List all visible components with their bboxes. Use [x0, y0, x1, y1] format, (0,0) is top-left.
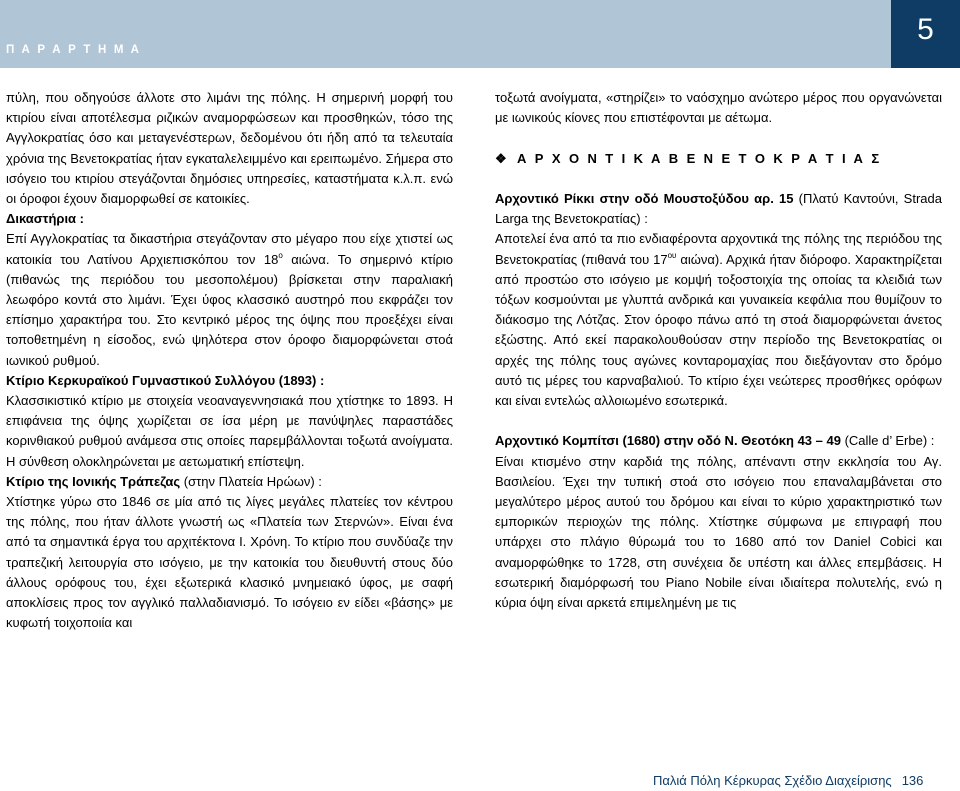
bank-heading-line [6, 472, 453, 492]
section-title: Α Ρ Χ Ο Ν Τ Ι Κ Α Β Ε Ν Ε Τ Ο Κ Ρ Α Τ Ι Α Σ [517, 150, 882, 166]
rikki-heading-line [495, 189, 942, 229]
continued-paragraph: τοξωτά ανοίγματα, «στηρίζει» το ναόσχημο ανώτερο μέρος που οργανώνεται με ιωνικούς κίονες που επιστέφονται με αέτωμα. [495, 90, 942, 126]
kompiti-heading-rest: (Calle d’ Erbe) : [840, 433, 935, 449]
bank-heading: Κτίριο της Ιονικής Τράπεζας [6, 473, 181, 489]
courts-paragraph [6, 229, 453, 370]
courts-superscript: ο [278, 250, 283, 260]
rikki-paragraph [495, 229, 942, 411]
intro-paragraph: πύλη, που οδηγούσε άλλοτε στο λιμάνι της πόλης. Η σημερινή μορφή του κτιρίου είναι αποτέλεσμα ριζικών αναμορφώσεων και προσθηκών, τόσο της Αγγλοκρατίας όσο και μεταγενέστερων, δεδομένου ότι ήδη από τα τελευταία χρόνια της Βενετοκρατίας ήταν εγκαταλελειμμένο και ερειπωμένο. Σήμερα στο ισόγειο του κτιρίου στεγάζονται δημόσιες υπηρεσίες, καταστήματα κ.λ.π. ενώ οι όροφοι έχουν διαμορφωθεί σε κατοικίες. [6, 90, 453, 207]
courts-text-part1: Επί Αγγλοκρατίας τα δικαστήρια στεγάζονταν στο μέγαρο που είχε χτιστεί ως κατοικία του Λατίνου Αρχιεπισκόπου τον 18 [6, 231, 453, 267]
page-footer [653, 773, 923, 788]
rikki-heading: Αρχοντικό Ρίκκι στην οδό Μουστοξύδου αρ. 15 [495, 190, 794, 206]
section-heading [495, 149, 942, 169]
courts-heading: Δικαστήρια : [6, 211, 84, 227]
chapter-number: 5 [917, 13, 934, 46]
gym-paragraph: Κλασσικιστικό κτίριο με στοιχεία νεοαναγεννησιακά που χτίστηκε το 1893. Η επιφάνεια της όψης χωρίζεται σε ίσα μέρη με πανύψηλες παραστάδες κορινθιακού ρυθμού ανάμεσα στις οποίες παρεμβάλλονται τοξωτά ανοίγματα. Η σύνθεση ολοκληρώνεται με αετωματική επίστεψη. [6, 393, 453, 469]
kompiti-heading: Αρχοντικό Κομπίτσι (1680) στην οδό Ν. Θεοτόκη 43 – 49 [495, 433, 841, 449]
diamond-bullet-icon: ❖ [495, 150, 507, 166]
rikki-superscript: ου [667, 250, 677, 260]
bank-heading-rest: (στην Πλατεία Ηρώων) : [180, 473, 322, 489]
chapter-number-box [891, 0, 960, 68]
header-bar [0, 0, 891, 68]
right-column [495, 88, 942, 613]
gym-heading: Κτίριο Κερκυραϊκού Γυμναστικού Συλλόγου (1893) : [6, 372, 325, 388]
rikki-text-part2: αιώνα). Αρχικά ήταν διόροφο. Χαρακτηρίζεται από προστώο στο ισόγειο με κομψή τοξοστοιχία της οποίας τα κλειδιά των τόξων κοσμούνται με γλυπτά ανδρικά και γυναικεία κεφάλια που θυμίζουν το διάκοσμο της Λότζας. Στον όροφο πάνω από τη στοά διαμορφώνεται άνετος εξώστης. Από εκεί παρακολουθούσαν στην περίοδο της Βενετοκρατίας οι αρχές της πόλης τους αγώνες κονταρομαχίας που διεξάγονταν στο δρόμο αυτό τις μέρες του καρναβαλιού. Το κτίριο έχει νεώτερες προσθήκες ορόφων και είναι εντελώς αλλοιωμένο εσωτερικά. [495, 251, 942, 409]
rikki-text-part1: Αποτελεί ένα από τα πιο ενδιαφέροντα αρχοντικά της πόλης της περιόδου της Βενετοκρατίας (πιθανά του 17 [495, 231, 942, 267]
footer-page-number: 136 [901, 773, 924, 788]
left-column [6, 88, 453, 633]
footer-title: Παλιά Πόλη Κέρκυρας Σχέδιο Διαχείρισης [653, 773, 892, 788]
section-header-label: Π Α Ρ Α Ρ Τ Η Μ Α [6, 44, 142, 56]
kompiti-heading-line [495, 431, 942, 451]
kompiti-paragraph: Είναι κτισμένο στην καρδιά της πόλης, απέναντι στην εκκλησία του Αγ. Βασιλείου. Έχει την τυπική στοά στο ισόγειο που επαναλαμβάνεται στο μεγαλύτερο μέρος αυτού του δρόμου και είναι το κύριο χαρακτηριστικό των εμπορικών περιοχών της πόλης. Χτίστηκε σύμφωνα με επιγραφή που υπάρχει στο πλάγιο θύρωμά του το 1680 από τον Daniel Cobici και αναμορφώθηκε το 1728, στη συνέχεια δε υπέστη και άλλες επεμβάσεις. Η εσωτερική διαμόρφωσή του Piano Nobile είναι ιδιαίτερα πολυτελής, ενώ η κύρια όψη είναι αρκετά επιμελημένη με τις [495, 453, 942, 611]
rikki-heading-rest: (Πλατύ Καντούνι, Strada Larga της Βενετοκρατίας) : [495, 190, 942, 227]
courts-text-part2: αιώνα. Το σημερινό κτίριο (πιθανώς της περιόδου του μεσοπολέμου) βρίσκεται στην παραλιακή λεωφόρο κοντά στο λιμάνι. Έχει ύφος κλασσικό αυστηρό που εκφράζει τον επίσημο χαρακτήρα του. Στο κεντρικό μέρος της όψης που προεξέχει είναι τοποθετημένη η είσοδος, ενώ ψηλότερα στον όροφο διαμορφώνεται στοά ιωνικού ρυθμού. [6, 251, 453, 368]
bank-paragraph: Χτίστηκε γύρω στο 1846 σε μία από τις λίγες μεγάλες πλατείες τον κέντρου της πόλης, που ήταν άλλοτε γνωστή ως «Πλατεία των Στερνών». Είναι ένα από τα σημαντικά έργα του αρχιτέκτονα Ι. Χρόνη. Το κτίριο που συνδύαζε την τραπεζική λειτουργία στο ισόγειο, με την κατοικία του διευθυντή στους δύο άλλους ορόφους του, έχει εξωτερικά κλασικό μνημειακό ύφος, με σαφή αποκλίσεις προς τον αγγλικό παλλαδιανισμό. Το ισόγειο εν είδει «βάσης» με κυφωτή τοιχοποιία και [6, 494, 453, 631]
